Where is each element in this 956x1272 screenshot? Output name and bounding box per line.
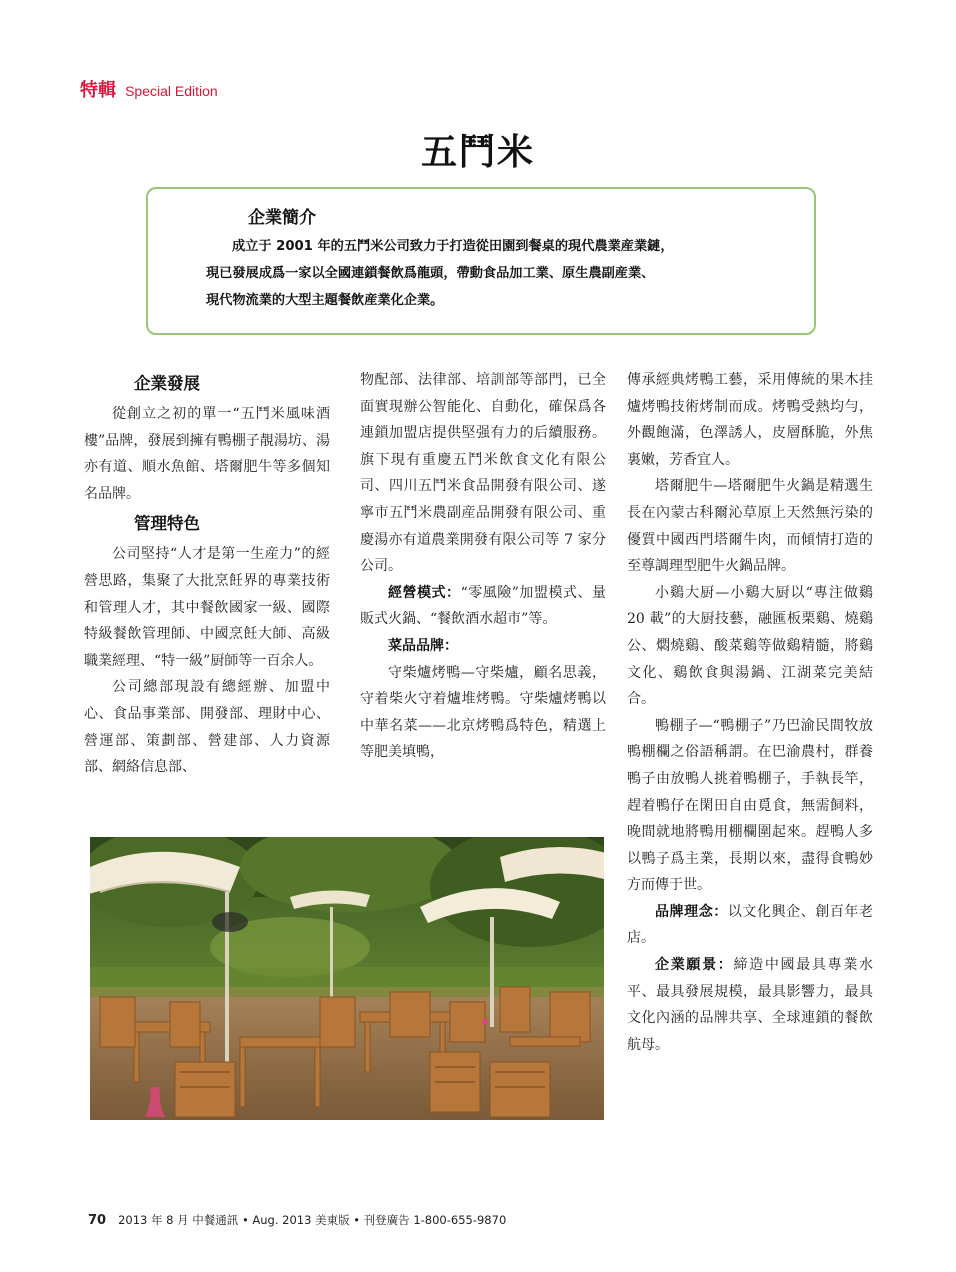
page-title: 五鬥米 (420, 132, 535, 173)
text-vision: 締造中國最具專業水平、最具發展規模，最具影響力，最具文化內涵的品牌共享、全球連鎖的餐飲航母。 (627, 957, 874, 1053)
paragraph: 小鷄大厨—小鷄大厨以“專注做鷄 20 載”的大厨技藝，融匯板栗鷄、燒鷄公、燜燒鷄、酸菜鷄等做鷄精髓，將鷄文化、鷄飲食與湯鍋、江湖菜完美結合。 (627, 584, 873, 708)
label-dish-brands: 菜品品牌： (388, 637, 458, 654)
paragraph-vision (627, 952, 873, 1058)
label-business-model: 經營模式： (388, 584, 461, 601)
section-tag-zh: 特輯 (80, 80, 116, 101)
paragraph: 塔爾肥牛—塔爾肥牛火鍋是精選生長在內蒙古科爾沁草原上天然無污染的優質中國西門塔爾牛肉，而傾情打造的至尊調理型肥牛火鍋品牌。 (627, 478, 873, 575)
column-2 (360, 367, 606, 766)
paragraph: 從創立之初的單一“五鬥米風味酒樓”品牌，發展到擁有鴨棚子靚湯坊、湯亦有道、順水魚館、塔爾肥牛等多個知名品牌。 (84, 406, 330, 502)
paragraph-dish-brands (360, 633, 606, 660)
paragraph: 物配部、法律部、培訓部等部門，已全面實現辦公智能化、自動化，確保爲各連鎖加盟店提供堅强有力的后續服務。旗下現有重慶五鬥米飲食文化有限公司、四川五鬥米食品開發有限公司、遂寧市五鬥米農副産品開發有限公司、重慶湯亦有道農業開發有限公司等 7 家分公司。 (360, 372, 606, 575)
intro-body (206, 233, 806, 314)
footer-text: 2013 年 8 月 中餐通訊 • Aug. 2013 美東版 • 刊登廣告 1-800-655-9870 (118, 1213, 507, 1227)
paragraph: 公司堅持“人才是第一生産力”的經營思路，集聚了大批烹飪界的專業技術和管理人才，其中餐飲國家一級、國際特級餐飲管理師、中國烹飪大師、高級職業經理、“特一級”厨師等一百余人。 (84, 546, 330, 669)
heading-development: 企業發展 (134, 374, 200, 393)
intro-line: 成立于 2001 年的五鬥米公司致力于打造從田園到餐桌的現代農業産業鏈， (232, 239, 674, 254)
restaurant-patio-photo (90, 837, 604, 1120)
paragraph: 鴨棚子—“鴨棚子”乃巴渝民間牧放鴨棚欄之俗語稱謂。在巴渝農村，群養鴨子由放鴨人挑着鴨棚子，手執長竿，趕着鴨仔在閑田自由覓食，無需飼料，晚間就地將鴨用棚欄圍起來。趕鴨人多以鴨子爲主業，長期以來，盡得食鴨妙方而傳于世。 (627, 717, 873, 894)
section-tag-en: Special Edition (125, 83, 218, 99)
footer (88, 1212, 506, 1228)
label-vision: 企業願景： (655, 957, 734, 974)
intro-line: 現代物流業的大型主題餐飲産業化企業。 (206, 293, 444, 308)
intro-heading: 企業簡介 (248, 208, 316, 228)
paragraph-business-model (360, 580, 606, 633)
heading-management: 管理特色 (134, 514, 200, 534)
paragraph-brand-concept (627, 899, 873, 952)
intro-box (146, 187, 816, 335)
page-number: 70 (88, 1213, 107, 1228)
section-tag (80, 76, 218, 102)
text-brand-concept: 以文化興企、創百年老店。 (627, 903, 874, 947)
column-1 (84, 367, 330, 781)
patio-illustration (90, 837, 604, 1120)
paragraph: 守柴爐烤鴨—守柴爐，顧名思義，守着柴火守着爐堆烤鴨。守柴爐烤鴨以中華名菜——北京烤鴨爲特色，精選上等肥美填鴨， (360, 664, 606, 761)
paragraph: 公司總部現設有總經辦、加盟中心、食品事業部、開發部、理財中心、營運部、策劃部、營建部、人力資源部、網絡信息部、 (84, 679, 330, 776)
column-3 (627, 367, 873, 1058)
paragraph: 傳承經典烤鴨工藝，采用傳統的果木挂爐烤鴨技術烤制而成。烤鴨受熱均勻，外觀飽滿，色澤誘人，皮層酥脆，外焦裏嫩，芳香宜人。 (627, 372, 873, 468)
intro-line: 現已發展成爲一家以全國連鎖餐飲爲龍頭，帶動食品加工業、原生農副産業、 (206, 266, 655, 281)
text-business-model: “零風險”加盟模式、量販式火鍋、“餐飲酒水超市”等。 (360, 584, 606, 628)
label-brand-concept: 品牌理念： (655, 903, 728, 920)
